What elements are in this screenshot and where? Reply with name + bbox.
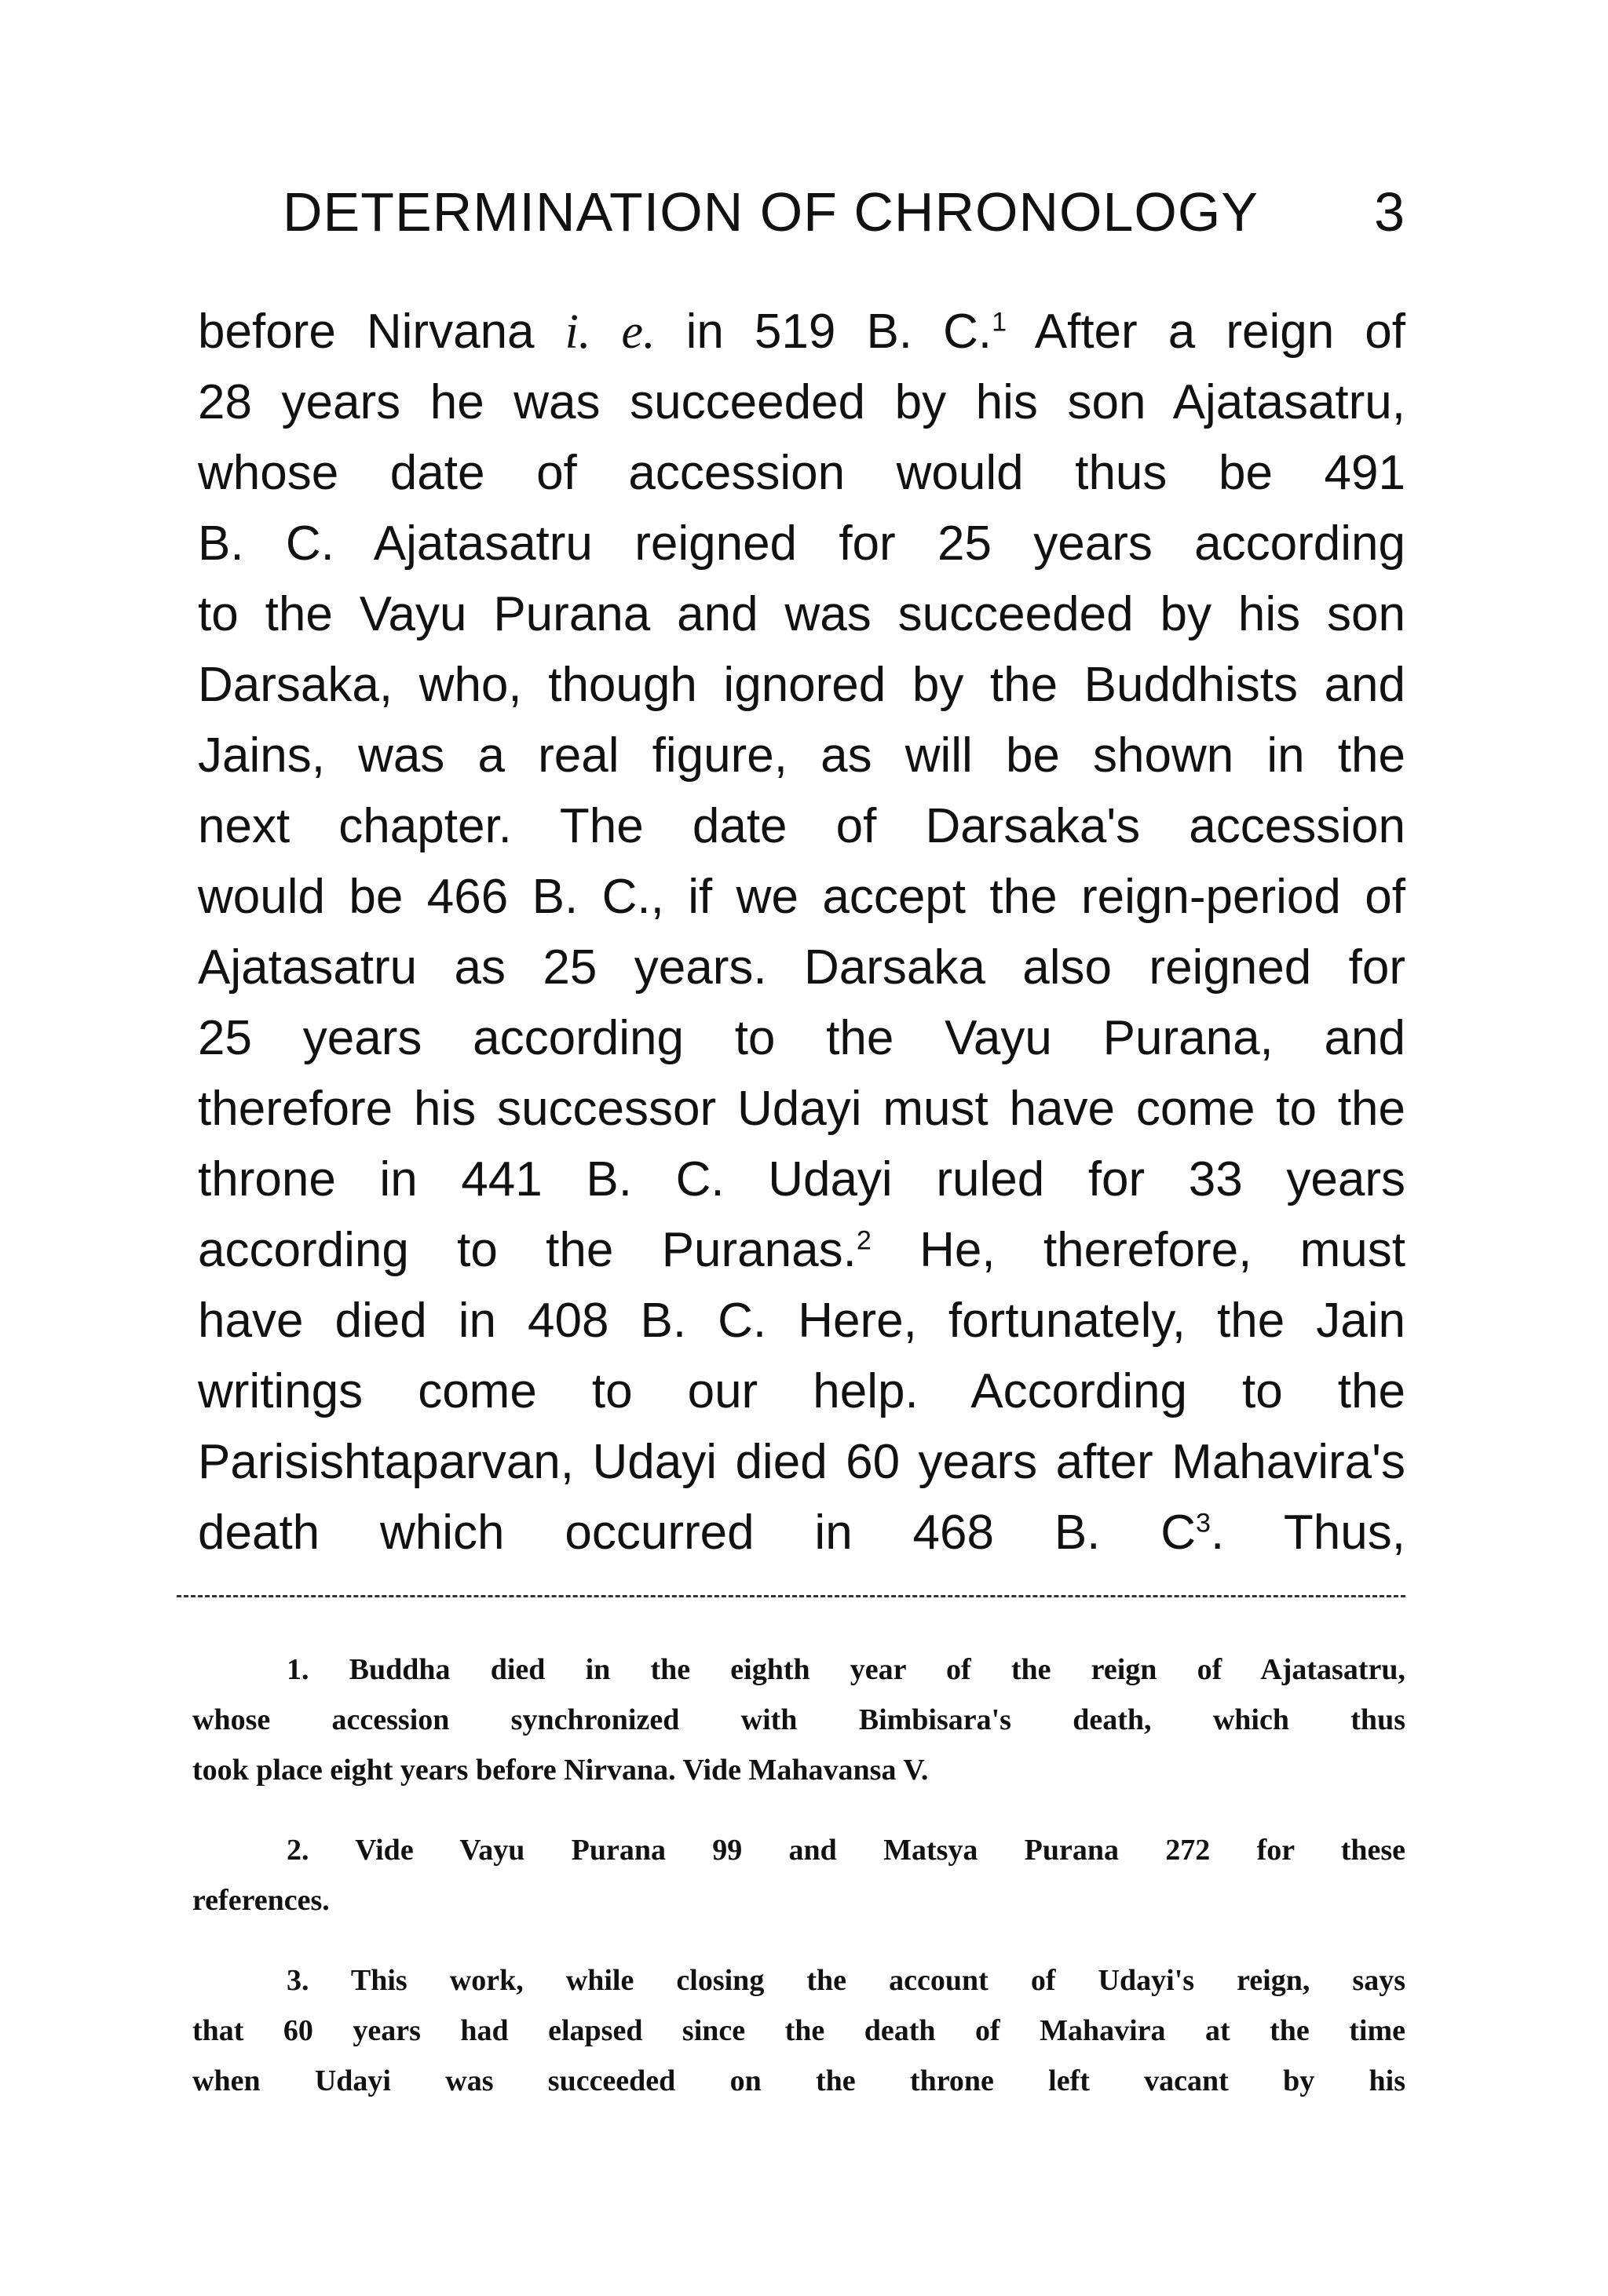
body-line: according to the Puranas.$^2$ He, therefore, must xyxy=(198,1223,1405,1277)
body-line: therefore his successor Udayi must have come to the xyxy=(198,1082,1405,1136)
body-line: 28 years he was succeeded by his son Ajatasatru, xyxy=(198,375,1405,429)
body-line: writings come to our help. According to the xyxy=(198,1364,1405,1418)
footnote-2 xyxy=(192,1825,1405,1926)
footnotes xyxy=(192,1644,1405,2106)
italic-ie-e: e. xyxy=(621,305,656,359)
body-line: Jains, was a real figure, as will be shown in the xyxy=(198,728,1405,783)
footnote-ref-3: 3 xyxy=(1196,1508,1211,1539)
footnote-ref-1: 1 xyxy=(992,307,1007,338)
running-title: DETERMINATION OF CHRONOLOGY xyxy=(283,181,1259,243)
footnote-line: 1. Buddha died in the eighth year of the reign of Ajatasatru, xyxy=(287,1653,1405,1686)
footnote-line: that 60 years had elapsed since the death of Mahavira at the time xyxy=(192,2014,1405,2047)
page-number: 3 xyxy=(1374,181,1405,243)
footnote-line: references. xyxy=(192,1884,330,1917)
body-line: Ajatasatru as 25 years. Darsaka also reigned for xyxy=(198,940,1405,995)
footnote-gap xyxy=(192,1926,1405,1955)
body-line: Parisishtaparvan, Udayi died 60 years after Mahavira's xyxy=(198,1435,1405,1489)
footnote-separator-rule xyxy=(177,1595,1405,1597)
body-line: Darsaka, who, though ignored by the Buddhists and xyxy=(198,658,1405,712)
italic-ie-i: i. xyxy=(565,305,591,359)
footnote-1 xyxy=(192,1644,1405,1795)
footnote-line: 3. This work, while closing the account of Udayi's reign, says xyxy=(287,1964,1405,1997)
body-line: to the Vayu Purana and was succeeded by his son xyxy=(198,587,1405,641)
footnote-line: when Udayi was succeeded on the throne left vacant by his xyxy=(192,2064,1405,2097)
body-line: before Nirvana i. e. in 519 B. C.$^1$ After a reign of xyxy=(198,305,1406,359)
body-line: would be 466 B. C., if we accept the reign-period of xyxy=(198,870,1405,924)
body-line: B. C. Ajatasatru reigned for 25 years according xyxy=(198,517,1405,571)
body-line: 25 years according to the Vayu Purana, and xyxy=(198,1011,1405,1065)
footnote-ref-2: 2 xyxy=(856,1225,872,1256)
body-line: next chapter. The date of Darsaka's accession xyxy=(198,799,1405,853)
footnote-line: took place eight years before Nirvana. Vide Mahavansa V. xyxy=(192,1754,929,1787)
footnote-line: 2. Vide Vayu Purana 99 and Matsya Purana 272 for these xyxy=(287,1834,1405,1867)
body-line: whose date of accession would thus be 491 xyxy=(198,446,1405,500)
footnote-3 xyxy=(192,1955,1405,2106)
body-line: throne in 441 B. C. Udayi ruled for 33 years xyxy=(198,1152,1405,1206)
footnote-line: whose accession synchronized with Bimbisara's death, which thus xyxy=(192,1703,1405,1736)
body-text xyxy=(198,297,1405,1568)
body-line: have died in 408 B. C. Here, fortunately, the Jain xyxy=(198,1294,1405,1348)
running-head xyxy=(283,177,1405,247)
body-line: death which occurred in 468 B. $C^3$. Thus, xyxy=(198,1506,1405,1560)
footnote-gap xyxy=(192,1795,1405,1825)
